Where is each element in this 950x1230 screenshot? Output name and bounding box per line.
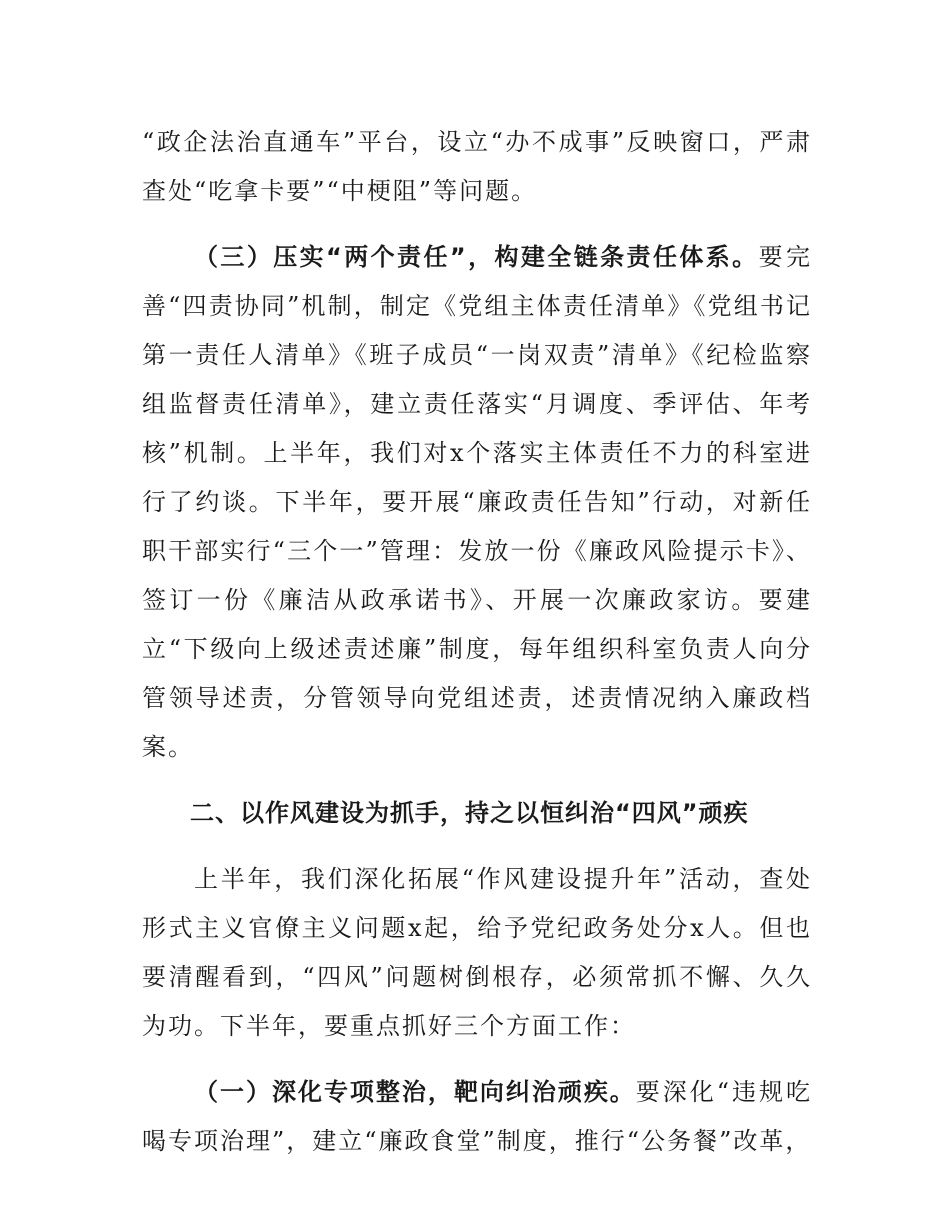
paragraph-lead: （一）深化专项整治，靶向纠治顽疾。	[194, 1078, 636, 1106]
continued-paragraph: “政企法治直通车”平台，设立“办不成事”反映窗口，严肃查处“吃拿卡要”“中梗阻”等问题。	[142, 128, 812, 205]
paragraph-responsibility	[142, 233, 812, 772]
section-heading: 二、以作风建设为抓手，持之以恒纠治“四风”顽疾	[190, 799, 749, 827]
paragraph-special-rectification	[142, 1068, 812, 1166]
paragraph-body: 要深化“违规吃喝专项治理”，建立“廉政食堂”制度，推行“公务餐”改革，	[142, 1078, 812, 1155]
paragraph-lead: （三）压实“两个责任”，构建全链条责任体系。	[194, 243, 759, 271]
paragraph-body: 要完善“四责协同”机制，制定《党组主体责任清单》《党组书记第一责任人清单》《班子成员“一岗双责”清单》《纪检监察组监督责任清单》，建立责任落实“月调度、季评估、年考核”机制。上半年，我们对x个落实主体责任不力的科室进行了约谈。下半年，要开展“廉政责任告知”行动，对新任职干部实行“三个一”管理：发放一份《廉政风险提示卡》、签订一份《廉洁从政承诺书》、开展一次廉政家访。要建立“下级向上级述责述廉”制度，每年组织科室负责人向分管领导述责，分管领导向党组述责，述责情况纳入廉政档案。	[142, 243, 813, 761]
section-intro-paragraph: 上半年，我们深化拓展“作风建设提升年”活动，查处形式主义官僚主义问题x起，给予党纪政务处分x人。但也要清醒看到，“四风”问题树倒根存，必须常抓不懈、久久为功。下半年，要重点抓好三个方面工作：	[142, 865, 812, 1040]
document-body	[142, 118, 812, 1166]
